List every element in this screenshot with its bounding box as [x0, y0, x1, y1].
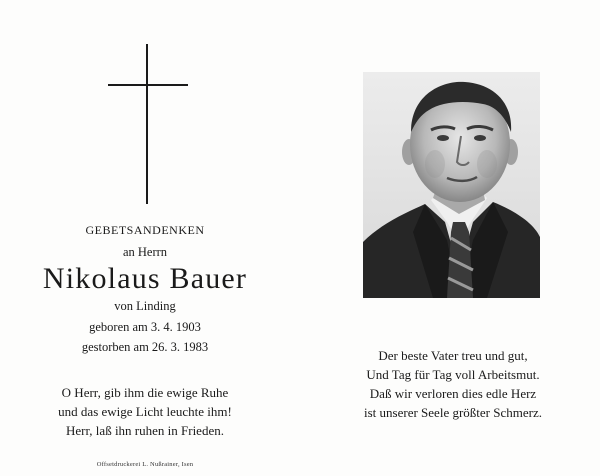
- poem-line: Daß wir verloren dies edle Herz: [369, 386, 537, 401]
- printer-credit: Offsetdruckerei L. Nußrainer, Isen: [96, 461, 194, 468]
- cross-icon: [108, 44, 188, 204]
- portrait-photo: [363, 72, 540, 298]
- poem-line: Der beste Vater treu und gut,: [378, 348, 528, 363]
- card-heading: GEBETSANDENKEN: [85, 223, 205, 237]
- memorial-poem: [318, 346, 588, 422]
- portrait-illustration: [363, 72, 540, 298]
- origin: von Linding: [114, 299, 176, 313]
- cross-horizontal-bar: [108, 84, 188, 86]
- poem-line: ist unserer Seele größter Schmerz.: [364, 405, 542, 420]
- death-date: gestorben am 26. 3. 1983: [81, 340, 209, 354]
- salutation: an Herrn: [122, 245, 168, 259]
- prayer-line: und das ewige Licht leuchte ihm!: [58, 404, 232, 419]
- deceased-name: Nikolaus Bauer: [42, 262, 248, 295]
- birth-date: geboren am 3. 4. 1903: [89, 320, 201, 334]
- prayer-line: Herr, laß ihn ruhen in Frieden.: [66, 423, 224, 438]
- prayer-text: [20, 383, 270, 440]
- prayer-line: O Herr, gib ihm die ewige Ruhe: [61, 385, 229, 400]
- poem-line: Und Tag für Tag voll Arbeitsmut.: [366, 367, 540, 382]
- cross-vertical-bar: [146, 44, 148, 204]
